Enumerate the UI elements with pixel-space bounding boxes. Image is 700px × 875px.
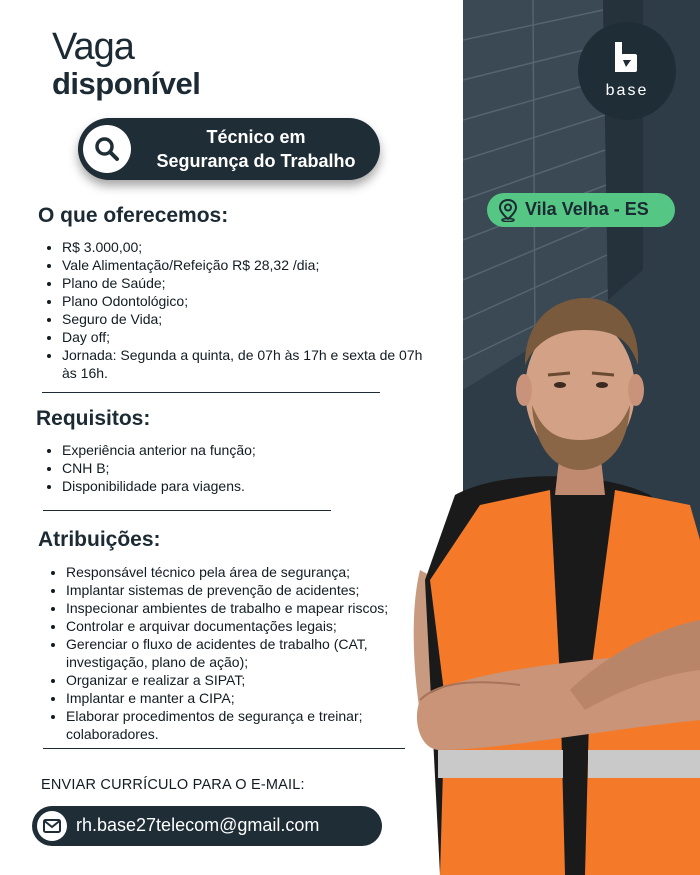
location-text: Vila Velha - ES [525, 199, 649, 219]
offers-title: O que oferecemos: [38, 204, 229, 227]
divider [43, 748, 405, 749]
logo-text: base [605, 82, 649, 99]
list-item: • Elaborar procedimentos de segurança e treinar; colaboradores. [66, 707, 411, 743]
b-logo-icon [611, 40, 643, 76]
worker-photo [400, 280, 700, 875]
divider [42, 392, 380, 393]
list-item: • Gerenciar o fluxo de acidentes de trabalho (CAT, investigação, plano de ação); [66, 635, 411, 671]
envelope-icon-circle [37, 811, 67, 841]
brand-logo [578, 22, 676, 120]
offers-list [40, 238, 440, 382]
list-item: • Jornada: Segunda a quinta, de 07h às 17h e sexta de 07h às 16h. [62, 346, 440, 382]
location-badge [487, 193, 675, 227]
duties-list [44, 563, 411, 743]
search-icon [93, 135, 121, 163]
requirements-list [40, 441, 422, 495]
list-item: • Implantar sistemas de prevenção de acidentes; [66, 581, 411, 599]
list-item: • Plano de Saúde; [62, 274, 440, 292]
title-line-2: disponível [52, 66, 201, 101]
list-item: • Implantar e manter a CIPA; [66, 689, 411, 707]
list-item: • Controlar e arquivar documentações legais; [66, 617, 411, 635]
send-cv-label: ENVIAR CURRÍCULO PARA O E-MAIL: [41, 777, 305, 793]
email-address[interactable]: rh.base27telecom@gmail.com [76, 815, 320, 835]
title-line-1: Vaga [52, 26, 134, 68]
job-title-badge [78, 118, 380, 180]
list-item: • Responsável técnico pela área de segurança; [66, 563, 411, 581]
page-title [52, 28, 200, 99]
envelope-icon [43, 819, 61, 833]
job-title-text [140, 125, 372, 173]
list-item: • Plano Odontológico; [62, 292, 440, 310]
list-item: • Experiência anterior na função; [62, 441, 422, 459]
list-item: • CNH B; [62, 459, 422, 477]
divider [43, 510, 331, 511]
list-item: • Organizar e realizar a SIPAT; [66, 671, 411, 689]
job-title-line-1: Técnico em [206, 127, 306, 147]
list-item: • Inspecionar ambientes de trabalho e mapear riscos; [66, 599, 411, 617]
list-item: • R$ 3.000,00; [62, 238, 440, 256]
search-icon-circle [83, 125, 131, 173]
duties-title: Atribuições: [38, 528, 161, 551]
email-badge[interactable] [32, 806, 382, 846]
list-item: • Day off; [62, 328, 440, 346]
requirements-title: Requisitos: [36, 407, 151, 430]
list-item: • Seguro de Vida; [62, 310, 440, 328]
list-item: • Vale Alimentação/Refeição R$ 28,32 /dia; [62, 256, 440, 274]
location-pin-icon [497, 198, 519, 222]
list-item: • Disponibilidade para viagens. [62, 477, 422, 495]
job-title-line-2: Segurança do Trabalho [156, 151, 356, 171]
